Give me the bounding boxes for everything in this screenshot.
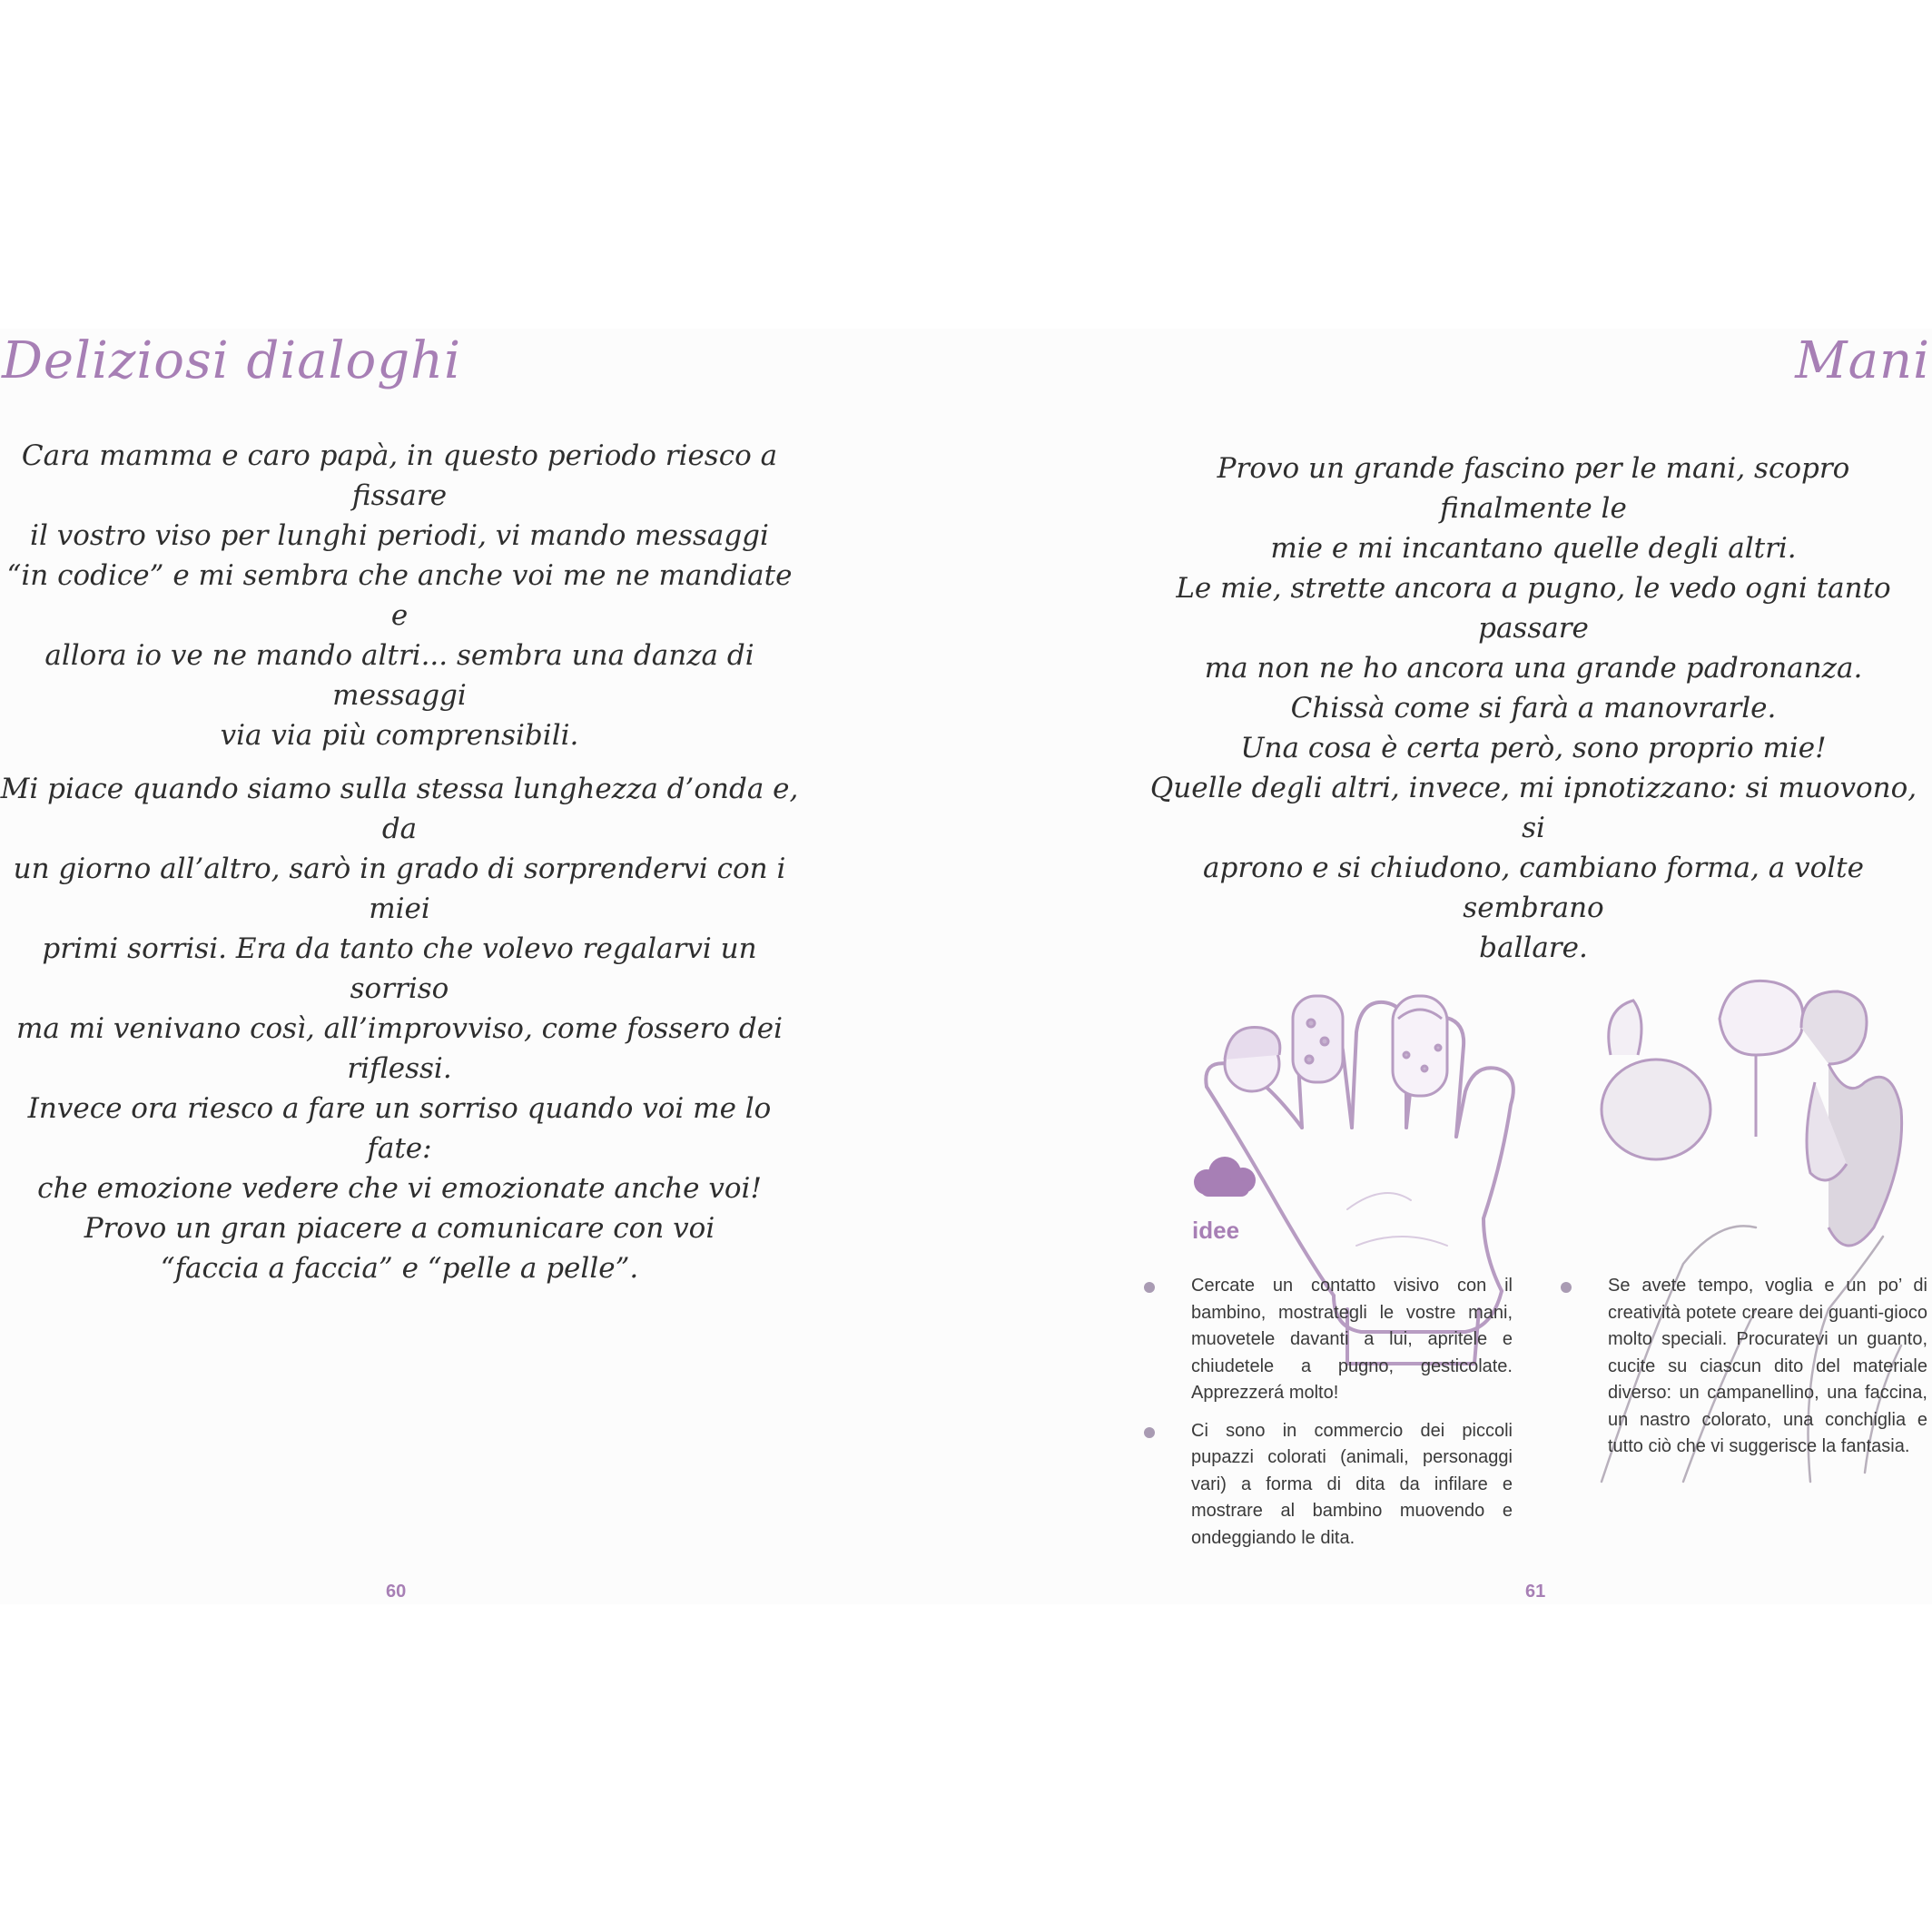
finger-puppets-left xyxy=(1225,996,1447,1096)
bullet-icon xyxy=(1144,1282,1155,1293)
bullet-icon xyxy=(1561,1282,1572,1293)
tip-item xyxy=(1191,1273,1513,1407)
tip-text: Ci sono in commercio dei piccoli pupazzi colorati (animali, personaggi vari) a forma di dita da infilare e mostrare al bambino muovendo e ondeggiando le dita. xyxy=(1191,1420,1513,1548)
text-line: primi sorrisi. Era da tanto che volevo regalarvi un sorriso xyxy=(42,932,757,1005)
text-line: aprono e si chiudono, cambiano forma, a volte sembrano xyxy=(1203,852,1864,924)
text-line: allora io ve ne mando altri... sembra una danza di messaggi xyxy=(44,639,754,712)
text-line: “faccia a faccia” e “pelle a pelle”. xyxy=(160,1252,639,1285)
text-line: ma non ne ho ancora una grande padronanza. xyxy=(1204,652,1863,685)
book-spread xyxy=(0,329,1932,1604)
tips-column-1 xyxy=(1191,1273,1513,1562)
right-page xyxy=(966,329,1932,1604)
left-page xyxy=(0,329,966,1604)
text-line: via via più comprensibili. xyxy=(220,719,579,752)
text-line: il vostro viso per lunghi periodi, vi mando messaggi xyxy=(30,519,769,552)
paragraph xyxy=(0,769,799,1288)
text-line: che emozione vedere che vi emozionate anche voi! xyxy=(37,1172,762,1205)
page-number: 60 xyxy=(386,1582,407,1602)
text-line: Chissà come si farà a manovrarle. xyxy=(1290,692,1777,724)
text-line: Quelle degli altri, invece, mi ipnotizzano: si muovono, si xyxy=(1149,772,1917,844)
text-line: “in codice” e mi sembra che anche voi me ne mandiate e xyxy=(6,559,793,632)
tip-text: Cercate un contatto visivo con il bambino, mostrategli le vostre mani, muovetele davanti a lui, apritele e chiudetele a pugno, gesticolate. Apprezzerá molto! xyxy=(1191,1276,1513,1403)
page-title: Mani xyxy=(1795,331,1930,390)
tip-text: Se avete tempo, voglia e un po’ di creatività potete creare dei guanti-gioco molto speciali. Procuratevi un guanto, cucite su ciascun dito del materiale diverso: un campanellino, una faccina, un nastro colorato, una conchiglia e tutto ciò che vi suggerisce la fantasia. xyxy=(1608,1276,1927,1456)
tips-column-2 xyxy=(1608,1273,1927,1472)
text-line: Una cosa è certa però, sono proprio mie! xyxy=(1240,732,1827,764)
text-line: Invece ora riesco a fare un sorriso quando voi me lo fate: xyxy=(27,1092,772,1165)
text-line: un giorno all’altro, sarò in grado di sorprendervi con i miei xyxy=(13,853,786,925)
text-line: Mi piace quando siamo sulla stessa lunghezza d’onda e, da xyxy=(0,773,799,845)
text-line: mie e mi incantano quelle degli altri. xyxy=(1270,532,1797,565)
tip-item xyxy=(1608,1273,1927,1461)
page-title: Deliziosi dialoghi xyxy=(2,331,462,390)
idee-label: idee xyxy=(1192,1217,1240,1244)
animal-puppets-right xyxy=(1602,981,1902,1246)
cloud-icon xyxy=(1184,1150,1266,1205)
text-line: ballare. xyxy=(1479,932,1588,964)
text-line: Provo un gran piacere a comunicare con voi xyxy=(84,1212,715,1245)
text-line: Provo un grande fascino per le mani, scopro finalmente le xyxy=(1217,452,1850,525)
paragraph xyxy=(0,436,799,755)
text-line: ma mi venivano così, all’improvviso, come fossero dei riflessi. xyxy=(15,1012,784,1085)
tip-item xyxy=(1191,1418,1513,1552)
bullet-icon xyxy=(1144,1427,1155,1438)
text-line: Le mie, strette ancora a pugno, le vedo ogni tanto passare xyxy=(1176,572,1891,645)
page-number: 61 xyxy=(1525,1582,1546,1602)
left-body-text xyxy=(0,436,799,1302)
text-line: Cara mamma e caro papà, in questo periodo riesco a fissare xyxy=(21,439,778,512)
